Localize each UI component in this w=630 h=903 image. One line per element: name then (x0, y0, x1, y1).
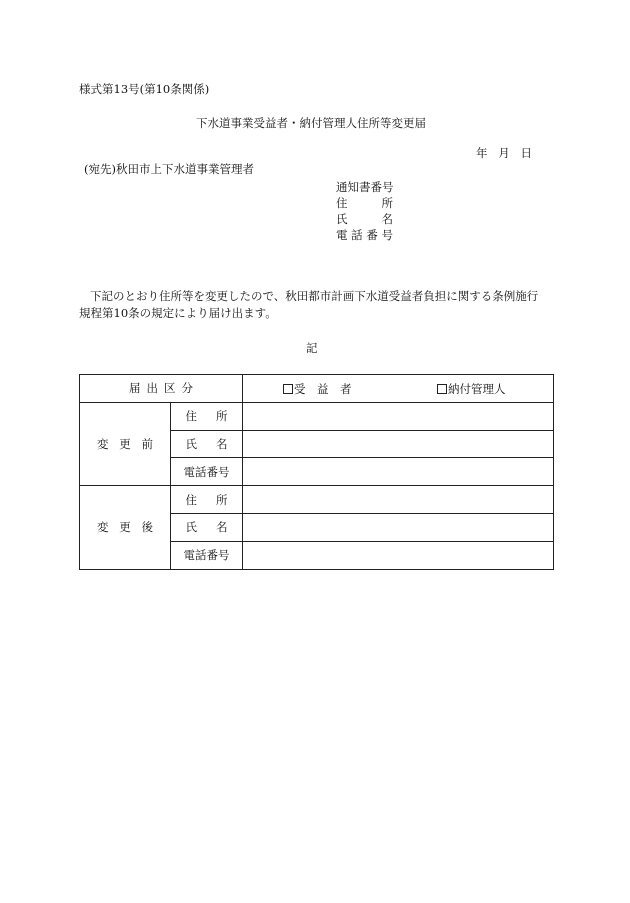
char: 変 (97, 520, 109, 535)
char: 住 (185, 409, 197, 424)
after-address-row (80, 486, 554, 514)
char: 名 (216, 436, 228, 451)
before-name-field[interactable] (243, 430, 554, 458)
category-options-cell (243, 375, 554, 403)
before-address-field[interactable] (243, 402, 554, 430)
beneficiary-option[interactable] (283, 381, 352, 397)
after-label (97, 519, 153, 535)
char: 分 (181, 381, 193, 396)
char: 住 (185, 492, 197, 507)
char: 出 (146, 381, 158, 396)
body-text-line1: 下記のとおり住所等を変更したので、秋田都市計画下水道受益者負担に関する条例施行 (90, 289, 539, 303)
date-line (476, 146, 532, 160)
char: 前 (141, 436, 153, 451)
manager-option[interactable] (437, 381, 506, 397)
ki-heading: 記 (306, 341, 318, 355)
checkbox-icon[interactable] (283, 384, 293, 394)
char: 氏 (185, 436, 197, 451)
applicant-name-label (336, 212, 393, 226)
char: 名 (216, 520, 228, 535)
before-phone-label: 電話番号 (171, 458, 243, 486)
char: 話 (351, 228, 363, 242)
char: 届 (129, 381, 141, 396)
char: 後 (141, 520, 153, 535)
char: 電 (336, 228, 348, 242)
char: 変 (97, 436, 109, 451)
applicant-address-label (336, 196, 393, 210)
date-year: 年 (476, 146, 488, 160)
category-label-cell (80, 375, 243, 403)
body-text-line2: 規程第10条の規定により届け出ます。 (79, 306, 277, 320)
after-address-field[interactable] (243, 486, 554, 514)
char: 区 (164, 381, 176, 396)
applicant-notice-no: 通知書番号 (336, 180, 394, 194)
char: 住 (336, 196, 348, 210)
char: 番 (366, 228, 378, 242)
form-number: 様式第13号(第10条関係) (79, 82, 210, 96)
after-address-label-cell (171, 486, 243, 514)
after-name-label-cell (171, 513, 243, 541)
after-phone-label: 電話番号 (171, 541, 243, 569)
char: 氏 (185, 520, 197, 535)
category-row (80, 375, 554, 403)
char: 更 (119, 436, 131, 451)
after-name-field[interactable] (243, 513, 554, 541)
before-phone-field[interactable] (243, 458, 554, 486)
char: 所 (216, 409, 228, 424)
before-label (97, 436, 153, 452)
char: 号 (381, 228, 393, 242)
change-form-table (79, 374, 554, 570)
date-day: 日 (520, 146, 532, 160)
char: 更 (119, 520, 131, 535)
form-title: 下水道事業受益者・納付管理人住所等変更届 (196, 116, 426, 130)
before-address-label-cell (171, 402, 243, 430)
date-month: 月 (498, 146, 510, 160)
applicant-phone-label (336, 228, 393, 242)
addressee: (宛先)秋田市上下水道事業管理者 (84, 162, 254, 176)
before-label-cell (80, 402, 171, 485)
checkbox-icon[interactable] (437, 384, 447, 394)
beneficiary-option-label: 受 益 者 (294, 382, 352, 396)
before-name-label-cell (171, 430, 243, 458)
after-label-cell (80, 486, 171, 569)
manager-option-label: 納付管理人 (448, 382, 506, 396)
char: 所 (216, 492, 228, 507)
char: 所 (381, 196, 393, 210)
char: 氏 (336, 212, 348, 226)
before-address-row (80, 402, 554, 430)
category-label (129, 380, 193, 396)
char: 名 (381, 212, 393, 226)
after-phone-field[interactable] (243, 541, 554, 569)
